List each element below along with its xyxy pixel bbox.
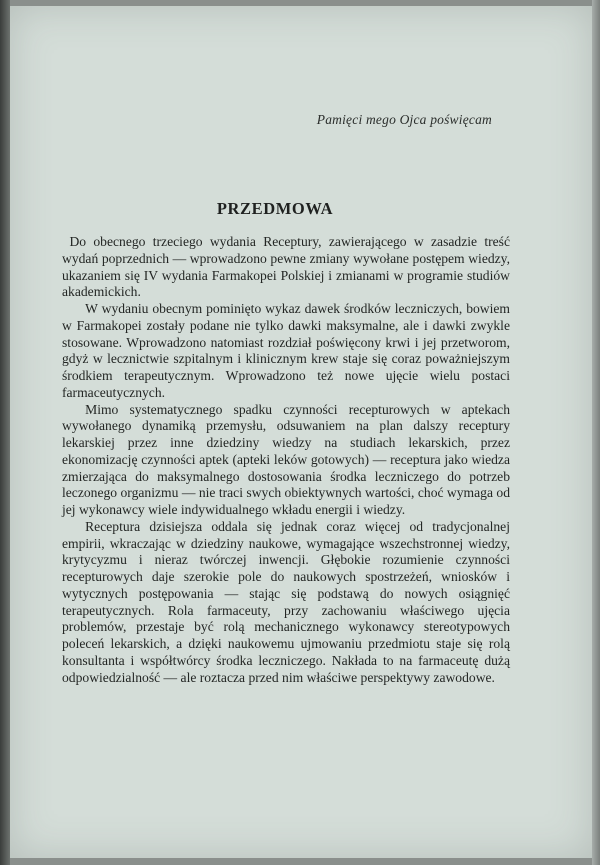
paragraph-1: Do obecnego trzeciego wydania Receptury, zawierającego w zasadzie treść wydań poprzednich — wprowadzono pewne zmiany wywołane postępem wiedzy, ukazaniem się IV wydania Farmakopei Polskiej i zmianami w programie studiów akademickich. [62, 234, 510, 300]
book-page [10, 6, 592, 858]
book-spine-shadow [0, 0, 10, 865]
preface-body [62, 234, 510, 686]
paragraph-4: Receptura dzisiejsza oddala się jednak coraz więcej od tradycjonalnej empirii, wkraczając w dziedziny naukowe, wymagające wszechstronnej wiedzy, krytycyzmu i nieraz twórczej inwencji. Głębokie rozumienie czynności recepturowych daje szerokie pole do naukowych spostrzeżeń, wniosków i wytycznych postępowania — stając się podstawą do nowych osiągnięć terapeutycznych. Rola farmaceuty, przy zachowaniu właściwego ujęcia problemów, przestaje być rolą mechanicznego wykonawcy stereotypowych poleceń lekarskich, a dzięki naukowemu ujmowaniu przedmiotu staje się rolą konsultanta i współtwórcy środka leczniczego. Nakłada to na farmaceutę dużą odpowiedzialność — ale roztacza przed nim właściwe perspektywy zawodowe. [62, 518, 510, 685]
dedication-line: Pamięci mego Ojca poświęcam [316, 112, 492, 127]
page-heading: PRZEDMOWA [216, 199, 334, 218]
paragraph-3: Mimo systematycznego spadku czynności recepturowych w aptekach wywołanego dynamiką przemysłu, odsuwaniem na plan dalszy receptury lekarskiej przez inne dziedziny wiedzy na studiach lekarskich, przez ekonomizację czynności aptek (apteki leków gotowych) — receptura jako wiedza zmierzająca do maksymalnego dostosowania środka leczniczego do potrzeb leczonego organizmu — nie traci swych obiektywnych wartości, choć wymaga od jej wykonawcy wiele indywidualnego wkładu energii i wiedzy. [62, 401, 510, 517]
paragraph-2: W wydaniu obecnym pominięto wykaz dawek środków leczniczych, bowiem w Farmakopei zostały podane nie tylko dawki maksymalne, ale i dawki zwykle stosowane. Wprowadzono natomiast rozdział poświęcony krwi i jej przetworom, gdyż w lecznictwie szpitalnym i klinicznym krew staje się coraz poważniejszym środkiem terapeutycznym. Wprowadzono też nowe ujęcie wielu postaci farmaceutycznych. [62, 301, 510, 400]
page-edge [592, 0, 600, 865]
